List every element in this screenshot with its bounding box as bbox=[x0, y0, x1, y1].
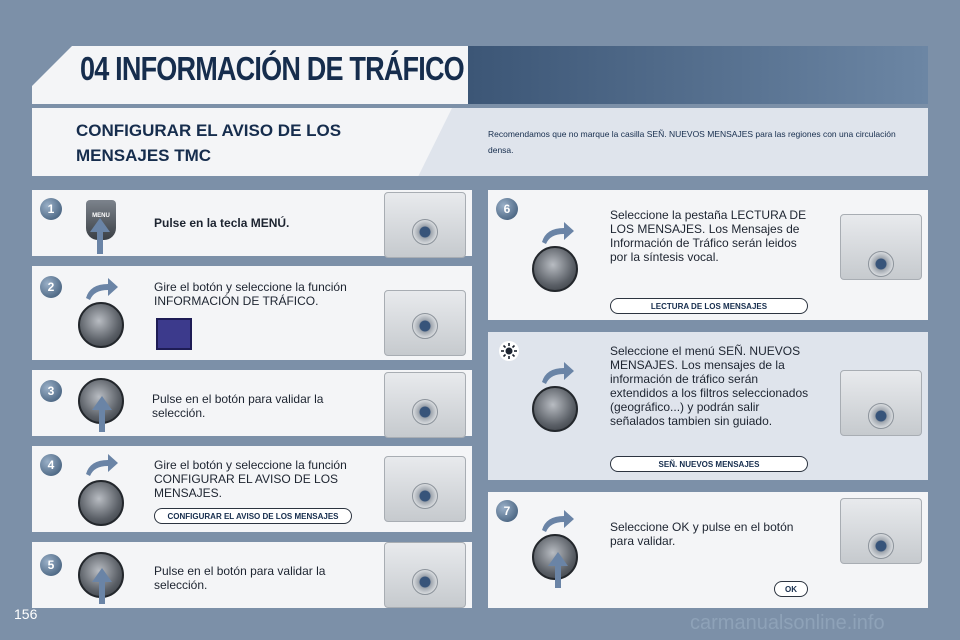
press-up-arrow-icon bbox=[548, 552, 568, 588]
menu-button-icon: MENU bbox=[86, 200, 116, 240]
rotary-knob-icon bbox=[532, 246, 578, 292]
control-panel-icon bbox=[384, 192, 466, 258]
rotate-arrow-icon bbox=[84, 278, 118, 300]
step-number: 5 bbox=[40, 554, 62, 576]
rotate-arrow-icon bbox=[540, 222, 574, 244]
press-up-arrow-icon bbox=[92, 568, 112, 604]
step-number: 1 bbox=[40, 198, 62, 220]
step-2-text: Gire el botón y seleccione la función INFORMACIÓN DE TRÁFICO. bbox=[154, 280, 347, 308]
control-panel-icon bbox=[384, 456, 466, 522]
section-title: CONFIGURAR EL AVISO DE LOS MENSAJES TMC bbox=[76, 121, 342, 165]
step-number: 7 bbox=[496, 500, 518, 522]
page-number: 156 bbox=[14, 606, 38, 622]
title-decoration bbox=[468, 46, 928, 104]
press-up-arrow-icon bbox=[92, 396, 112, 432]
traffic-info-icon bbox=[156, 318, 192, 350]
control-panel-icon bbox=[384, 542, 466, 608]
control-panel-icon bbox=[384, 372, 466, 438]
ok-pill: OK bbox=[774, 581, 808, 597]
step-note-text: Seleccione el menú SEÑ. NUEVOS MENSAJES. Los mensajes de la información de tráfico serán extendidos a los filtros seleccionados (geográfico...) y podrán salir señalados tambien sin guiado. bbox=[610, 344, 809, 428]
step-3-text: Pulse en el botón para validar la selección. bbox=[152, 392, 324, 420]
tip-sun-icon bbox=[498, 340, 520, 362]
control-panel-icon bbox=[840, 498, 922, 564]
control-panel-icon bbox=[840, 370, 922, 436]
step-number: 2 bbox=[40, 276, 62, 298]
chapter-title: 04 INFORMACIÓN DE TRÁFICO bbox=[80, 50, 464, 87]
step-1-text: Pulse en la tecla MENÚ. bbox=[154, 216, 290, 230]
step-number: 4 bbox=[40, 454, 62, 476]
control-panel-icon bbox=[384, 290, 466, 356]
step-number: 6 bbox=[496, 198, 518, 220]
menu-option-pill: SEÑ. NUEVOS MENSAJES bbox=[610, 456, 808, 472]
rotate-arrow-icon bbox=[84, 454, 118, 476]
recommendation-note: Recomendamos que no marque la casilla SEÑ. NUEVOS MENSAJES para las regiones con una circulación densa. bbox=[488, 129, 896, 155]
step-4-text: Gire el botón y seleccione la función CONFIGURAR EL AVISO DE LOS MENSAJES. bbox=[154, 458, 347, 500]
watermark: carmanualsonline.info bbox=[690, 612, 885, 634]
step-6-text: Seleccione la pestaña LECTURA DE LOS MENSAJES. Los Mensajes de Información de Tráfico serán leidos por la síntesis vocal. bbox=[610, 208, 807, 264]
rotary-knob-icon bbox=[532, 386, 578, 432]
rotate-arrow-icon bbox=[540, 362, 574, 384]
rotate-arrow-icon bbox=[540, 510, 574, 532]
step-7-text: Seleccione OK y pulse en el botón para validar. bbox=[610, 520, 794, 548]
rotary-knob-icon bbox=[78, 480, 124, 526]
control-panel-icon bbox=[840, 214, 922, 280]
menu-option-pill: LECTURA DE LOS MENSAJES bbox=[610, 298, 808, 314]
press-up-arrow-icon bbox=[90, 218, 110, 254]
menu-option-pill: CONFIGURAR EL AVISO DE LOS MENSAJES bbox=[154, 508, 352, 524]
step-5-text: Pulse en el botón para validar la selección. bbox=[154, 564, 326, 592]
step-number: 3 bbox=[40, 380, 62, 402]
rotary-knob-icon bbox=[78, 302, 124, 348]
